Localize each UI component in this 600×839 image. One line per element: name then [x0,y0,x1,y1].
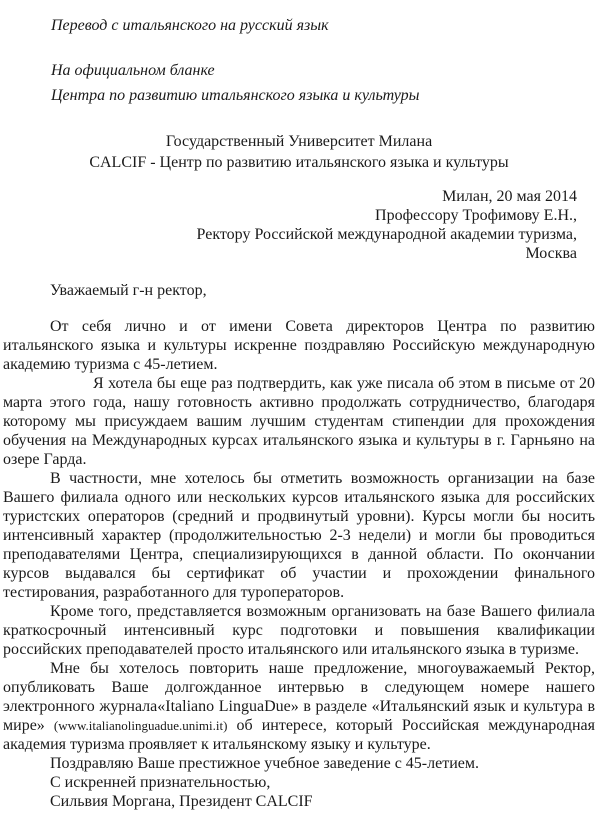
letter-body [3,317,595,811]
congratulation-line: Поздравляю Ваше престижное учебное заведение с 45-летием. [50,755,479,772]
official-letterhead-note-line: На официальном бланке [51,62,215,79]
date-and-recipient-block [3,187,595,263]
recipient-title-line: Ректору Российской международной академии туризма, [196,226,577,243]
date-line: Милан, 20 мая 2014 [442,188,577,205]
letterhead-block [3,131,595,173]
university-name: Государственный Университет Милана [165,133,433,150]
journal-url-text: (www.italianolinguadue.unimi.it) [53,718,228,733]
recipient-city-line: Москва [525,245,577,262]
recipient-name-line: Профессору Трофимову Е.Н., [375,207,577,224]
body-paragraph-teacher-training: Кроме того, представляется возможным организовать на базе Вашего филиала краткосрочный интенсивный курс подготовки и повышения квалификации российских преподавателей просто итальянского или итальянского языка в туризме. [3,603,595,658]
translator-note-block [3,16,595,105]
body-paragraph-courses: В частности, мне хотелось бы отметить возможность организации на базе Вашего филиала одного или нескольких курсов итальянского языка для российских туристских операторов (средний и продвинутый уровни). Курсы могли бы носить интенсивный характер (продолжительностью 2-3 недели) и могли бы проводиться преподавателями Центра, специализирующихся в данной области. По окончании курсов выдавался бы сертификат об участии и прохождении финального тестирования, разработанного для туроператоров. [3,470,595,601]
salutation-line: Уважаемый г-н ректор, [50,282,207,299]
signature-line: Сильвия Моргана, Президент CALCIF [50,793,313,810]
body-paragraph-interview [3,659,595,754]
interview-text-before-url: Мне бы хотелось повторить наше предложение, многоуважаемый Ректор, опубликовать Ваше долгожданное интервью в следующем номере нашего электронного журнала«Italiano LinguaDue» в разделе «Итальянский язык и культура в мире» [3,660,595,734]
translation-note-line: Перевод с итальянского на русский язык [51,17,329,34]
valediction-line: С искренней признательностью, [50,774,271,791]
body-paragraph-congratulation: От себя лично и от имени Совета директоров Центра по развитию итальянского языка и культуры искренне поздравляю Российскую международную академию туризма с 45-летием. [3,318,595,373]
center-name-note-line: Центра по развитию итальянского языка и культуры [51,87,420,104]
body-paragraph-cooperation: Я хотела бы еще раз подтвердить, как уже писала об этом в письме от 20 марта этого года, нашу готовность активно продолжать сотрудничество, благодаря которому мы присуждаем вашим лучшим студентам стипендии для прохождения обучения на Международных курсах итальянского языка и культуры в г. Гарньяно на озере Гарда. [3,375,595,468]
calcif-center-name: CALCIF - Центр по развитию итальянского языка и культуры [89,154,509,171]
interview-text-after-url: об интересе, который Российская международная академия туризма проявляет к итальянскому языку и культуре. [3,717,595,753]
